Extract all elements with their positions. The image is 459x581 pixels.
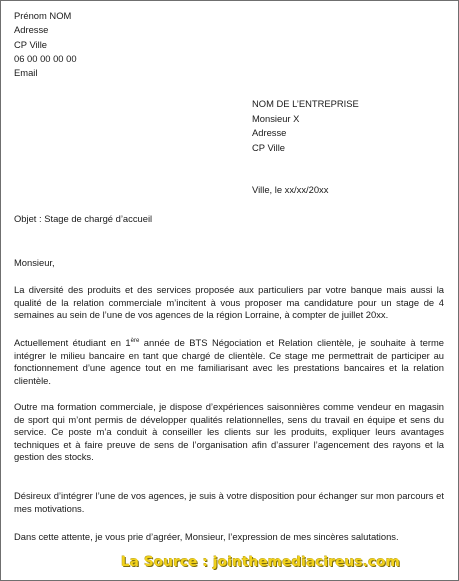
date-line: Ville, le xx/xx/20xx <box>252 184 329 195</box>
paragraph-5: Dans cette attente, je vous prie d’agréer, Monsieur, l’expression de mes sincères salutations. <box>14 531 399 542</box>
source-watermark: La Source : jointhemediacireus.com <box>121 554 400 570</box>
sender-city: CP Ville <box>14 38 48 50</box>
salutation: Monsieur, <box>14 257 55 268</box>
paragraph-2-rest: année de BTS Négociation et Relation clientèle, je souhaite à terme intégrer le milieu bancaire en tant que chargé de clientèle. Ce stage me permettrait de participer au fonctionnement d’une agence tout en me familiarisant avec les prestations bancaires et la relation clientèle. <box>14 337 445 386</box>
sender-phone: 06 00 00 00 00 <box>14 52 77 64</box>
recipient-company: NOM DE L’ENTREPRISE <box>252 98 359 109</box>
paragraph-2 <box>14 337 444 387</box>
sender-address: Adresse <box>14 24 49 36</box>
recipient-address: Adresse <box>252 127 287 138</box>
recipient-city: CP Ville <box>252 141 286 153</box>
sender-name: Prénom NOM <box>14 10 72 21</box>
paragraph-2-start: Actuellement étudiant en 1 <box>14 337 131 348</box>
subject-line: Objet : Stage de chargé d’accueil <box>14 213 153 224</box>
recipient-contact: Monsieur X <box>252 112 300 124</box>
sender-block <box>14 9 77 80</box>
paragraph-2-superscript: ère <box>130 338 140 344</box>
paragraph-4: Désireux d’intégrer l’une de vos agences, je suis à votre disposition pour échanger sur mon parcours et mes motivations. <box>14 490 444 514</box>
paragraph-3: Outre ma formation commerciale, je dispose d’expériences saisonnières comme vendeur en magasin de sport qui m’ont permis de développer qualités relationnelles, sens du travail en équipe et sens du service. Ce poste m’a conduit à conseiller les clients sur les produits, expliquer leurs avantages techniques et à faire preuve de sens de l’organisation afin d’assurer l’agencement des rayons et la gestion des stocks. <box>14 401 444 463</box>
paragraph-1: La diversité des produits et des services proposée aux particuliers par votre banque mais aussi la qualité de la relation commerciale m’incitent à vous proposer ma candidature pour un stage de 4 semaines au sein de l’une de vos agences de la région Lorraine, à compter de juillet 20xx. <box>14 284 444 321</box>
recipient-block <box>252 97 359 155</box>
sender-email: Email <box>14 67 38 79</box>
